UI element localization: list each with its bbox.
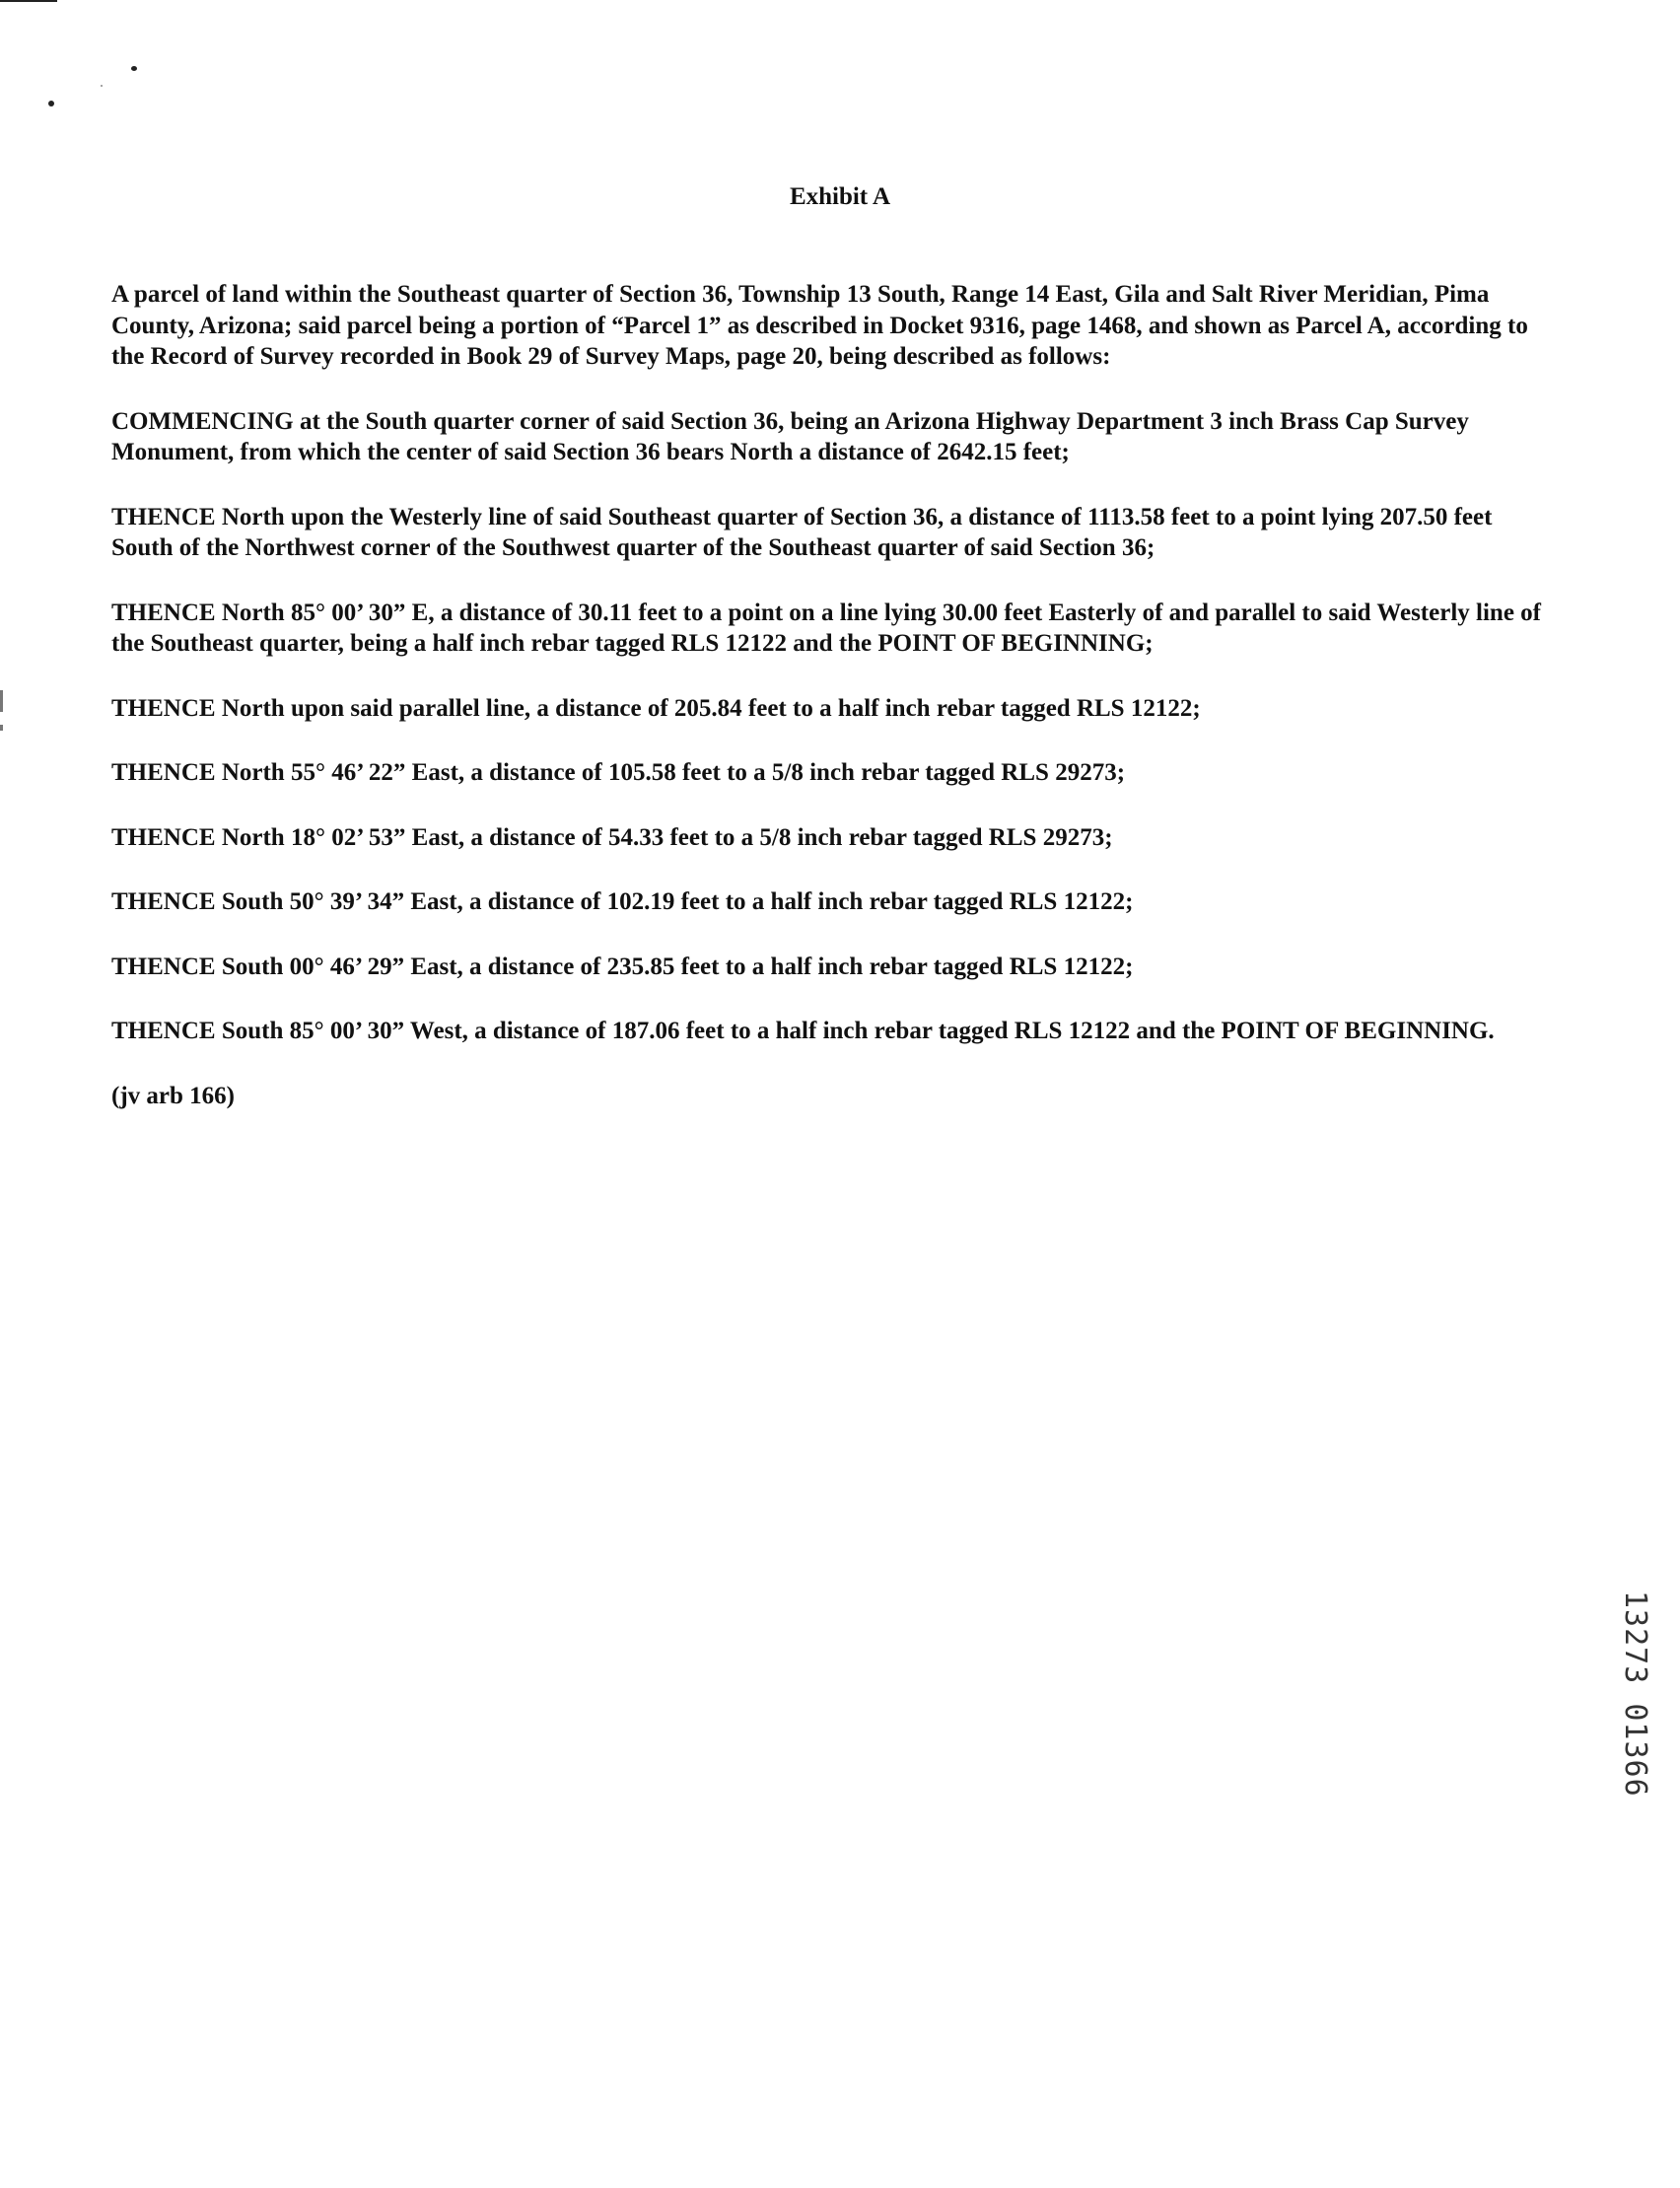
legal-description bbox=[111, 279, 1551, 1145]
scan-edge-mark bbox=[0, 690, 3, 712]
commencing-paragraph: COMMENCING at the South quarter corner of said Section 36, being an Arizona Highway Department 3 inch Brass Cap Survey Monument, from which the center of said Section 36 bears North a distance of 2642.15 feet; bbox=[111, 407, 1469, 465]
course-paragraph: THENCE North 55° 46’ 22” East, a distance of 105.58 feet to a 5/8 inch rebar tagged RLS 29273; bbox=[111, 759, 1126, 786]
scan-artifact-line bbox=[0, 0, 57, 2]
course-paragraph: THENCE North upon the Westerly line of said Southeast quarter of Section 36, a distance of 1113.58 feet to a point lying 207.50 feet South of the Northwest corner of the Southwest quarter of the Southeast quarter of said Section 36; bbox=[111, 503, 1493, 561]
course-paragraph: THENCE North 18° 02’ 53” East, a distance of 54.33 feet to a 5/8 inch rebar tagged RLS 29273; bbox=[111, 823, 1113, 851]
closing-course-paragraph: THENCE South 85° 00’ 30” West, a distance of 187.06 feet to a half inch rebar tagged RLS 12122 and the POINT OF BEGINNING. bbox=[111, 1018, 1495, 1044]
course-paragraph: THENCE South 50° 39’ 34” East, a distance of 102.19 feet to a half inch rebar tagged RLS 12122; bbox=[111, 888, 1134, 915]
document-title: Exhibit A bbox=[789, 183, 891, 210]
recording-number: 13273 01366 bbox=[1618, 1590, 1652, 1798]
reference-note: (jv arb 166) bbox=[111, 1082, 235, 1109]
scan-speck bbox=[131, 66, 137, 71]
recording-stamp bbox=[1617, 1590, 1652, 1886]
course-paragraph: THENCE North 85° 00’ 30” E, a distance of 30.11 feet to a point on a line lying 30.00 feet Easterly of and parallel to said Westerly line of the Southeast quarter, being a half inch rebar tagged RLS 12122 and the POINT OF BEGINNING; bbox=[111, 599, 1541, 657]
course-paragraph: THENCE South 00° 46’ 29” East, a distance of 235.85 feet to a half inch rebar tagged RLS 12122; bbox=[111, 953, 1134, 980]
scan-speck bbox=[101, 85, 103, 87]
scan-speck bbox=[48, 101, 54, 106]
course-paragraph: THENCE North upon said parallel line, a distance of 205.84 feet to a half inch rebar tagged RLS 12122; bbox=[111, 694, 1201, 722]
scan-edge-mark bbox=[0, 725, 3, 731]
intro-paragraph: A parcel of land within the Southeast quarter of Section 36, Township 13 South, Range 14 East, Gila and Salt River Meridian, Pima County, Arizona; said parcel being a portion of “Parcel 1” as described in Docket 9316, page 1468, and shown as Parcel A, according to the Record of Survey recorded in Book 29 of Survey Maps, page 20, being described as follows: bbox=[111, 281, 1528, 370]
